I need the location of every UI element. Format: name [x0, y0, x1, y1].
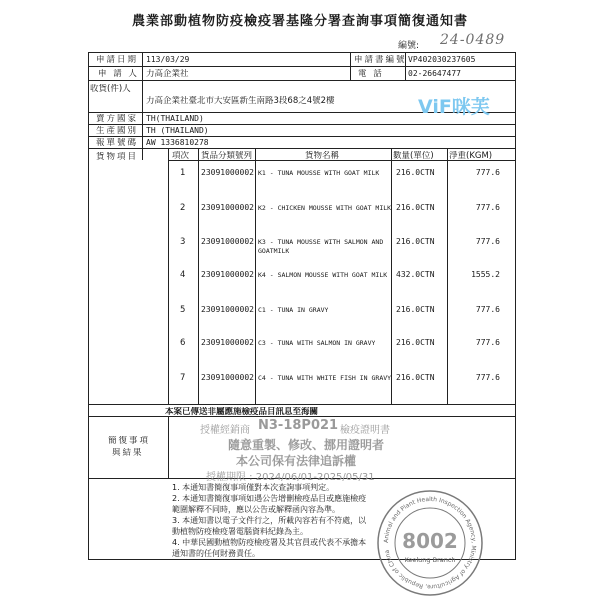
row-item-code: 23091000002: [201, 338, 254, 347]
apply-date-label: 申請日期: [96, 55, 139, 65]
row-item-code: 23091000002: [201, 203, 254, 212]
row-item-weight: 777.6: [475, 237, 500, 246]
vendor-country-label: 賣方國家: [96, 114, 139, 124]
row-item-name: K4 - SALMON MOUSSE WITH GOAT MILK: [258, 271, 388, 279]
row-item-name-continued: GOATMILK: [258, 247, 290, 255]
declaration-number-value: AW 1336810278: [146, 138, 209, 147]
watermark-legal: 本公司保有法律追訴權: [236, 454, 357, 468]
row-item-weight: 777.6: [475, 203, 500, 212]
col-header-no: 項次: [172, 151, 190, 161]
row-item-name: C3 - TUNA WITH SALMON IN GRAVY: [258, 339, 376, 347]
reply-notice: 本案已傳送非屬應施檢疫品目訊息至海關: [165, 407, 319, 417]
row-item-code: 23091000002: [201, 305, 254, 314]
row-item-no: 7: [180, 373, 186, 383]
application-number-label: 申請書編號: [354, 55, 407, 65]
row-item-qty: 216.0CTN: [396, 203, 435, 212]
watermark-dealer-label: 授權經銷商: [200, 425, 250, 436]
origin-country-label: 生產國別: [96, 126, 139, 136]
row-item-qty: 216.0CTN: [396, 305, 435, 314]
watermark-period: 授權期限 : 2024/06/01-2025/05/31: [206, 472, 375, 483]
row-item-qty: 216.0CTN: [396, 168, 435, 177]
reply-label-line2: 與結果: [112, 448, 144, 458]
note-item: 範圍解釋不同時，應以公告或解釋函內容為準。: [172, 505, 340, 514]
application-number-value: VP402030237605: [408, 55, 476, 64]
row-item-qty: 216.0CTN: [396, 237, 435, 246]
row-item-weight: 777.6: [475, 338, 500, 347]
applicant-label: 申 請 人: [98, 69, 139, 79]
row-item-name: K1 - TUNA MOUSSE WITH GOAT MILK: [258, 169, 380, 177]
row-item-no: 6: [180, 338, 186, 348]
row-item-name: K3 - TUNA MOUSSE WITH SALMON AND: [258, 238, 384, 246]
vendor-country-value: TH(THAILAND): [146, 114, 204, 123]
origin-country-value: TH (THAILAND): [146, 126, 209, 135]
row-item-no: 5: [180, 305, 186, 315]
note-item: 2. 本通知書簡復事項如遇公告增刪檢疫品目或應施檢疫: [172, 494, 367, 503]
row-item-code: 23091000002: [201, 270, 254, 279]
document-title: 農業部動植物防疫檢疫署基隆分署查詢事項簡復通知書: [131, 14, 468, 29]
watermark-warning: 隨意重製、修改、挪用證明者: [228, 438, 385, 452]
seal-number: 8002: [402, 529, 458, 553]
row-item-code: 23091000002: [201, 373, 254, 382]
row-item-no: 1: [180, 168, 186, 178]
serial-handwritten-value: 24-0489: [440, 32, 506, 48]
declaration-number-label: 報單號碼: [96, 138, 139, 148]
row-item-qty: 432.0CTN: [396, 270, 435, 279]
receiver-value: 力高企業社臺北市大安區新生南路3段68之4號2樓: [146, 96, 335, 106]
row-item-code: 23091000002: [201, 168, 254, 177]
watermark-dealer-id: N3-18P021: [258, 418, 339, 433]
row-item-name: C1 - TUNA IN GRAVY: [258, 306, 329, 314]
col-header-code: 貨品分類號列: [201, 151, 253, 161]
row-item-no: 4: [180, 270, 186, 280]
goods-items-label: 貨物項目: [96, 152, 139, 162]
col-header-weight: 淨重(KGM): [449, 151, 493, 161]
row-item-weight: 1555.2: [471, 270, 500, 279]
watermark-certificate-label: 檢疫證明書: [340, 425, 390, 436]
row-item-no: 2: [180, 203, 186, 213]
note-item: 1. 本通知書簡復事項僅對本次查詢事項判定。: [172, 483, 335, 492]
official-seal-stamp: [375, 488, 485, 598]
row-item-name: C4 - TUNA WITH WHITE FISH IN GRAVY: [258, 374, 392, 382]
reply-label-line1: 簡復事項: [108, 436, 151, 446]
phone-label: 電 話: [358, 69, 384, 79]
row-item-qty: 216.0CTN: [396, 338, 435, 347]
applicant-value: 力高企業社: [146, 69, 189, 79]
note-item: 3. 本通知書以電子文件行之，所載內容若有不符處，以: [172, 516, 367, 525]
row-item-qty: 216.0CTN: [396, 373, 435, 382]
col-header-name: 貨物名稱: [305, 151, 340, 161]
row-item-code: 23091000002: [201, 237, 254, 246]
col-header-qty: 數量(單位): [393, 151, 434, 161]
row-item-name: K2 - CHICKEN MOUSSE WITH GOAT MILK: [258, 204, 392, 212]
receiver-label: 收貨(件)人: [90, 84, 131, 94]
serial-label: 編號:: [398, 41, 420, 51]
note-item: 動植物防疫檢疫署電腦資料紀錄為主。: [172, 527, 308, 536]
row-item-weight: 777.6: [475, 305, 500, 314]
seal-center-text: Keelung Branch: [404, 556, 456, 564]
apply-date-value: 113/03/29: [146, 55, 190, 64]
vif-brand-watermark: ViF咪芙: [418, 96, 490, 118]
seal-ring-text: Animal and Plant Health Inspection Agency, Ministry of Agriculture, Republic of China: [382, 495, 478, 591]
row-item-no: 3: [180, 237, 186, 247]
row-item-weight: 777.6: [475, 373, 500, 382]
phone-value: 02-26647477: [408, 69, 461, 78]
note-item: 通知書的任何財務責任。: [172, 549, 260, 558]
row-item-weight: 777.6: [475, 168, 500, 177]
note-item: 4. 中華民國動植物防疫檢疫署及其官員或代表不承擔本: [172, 538, 367, 547]
